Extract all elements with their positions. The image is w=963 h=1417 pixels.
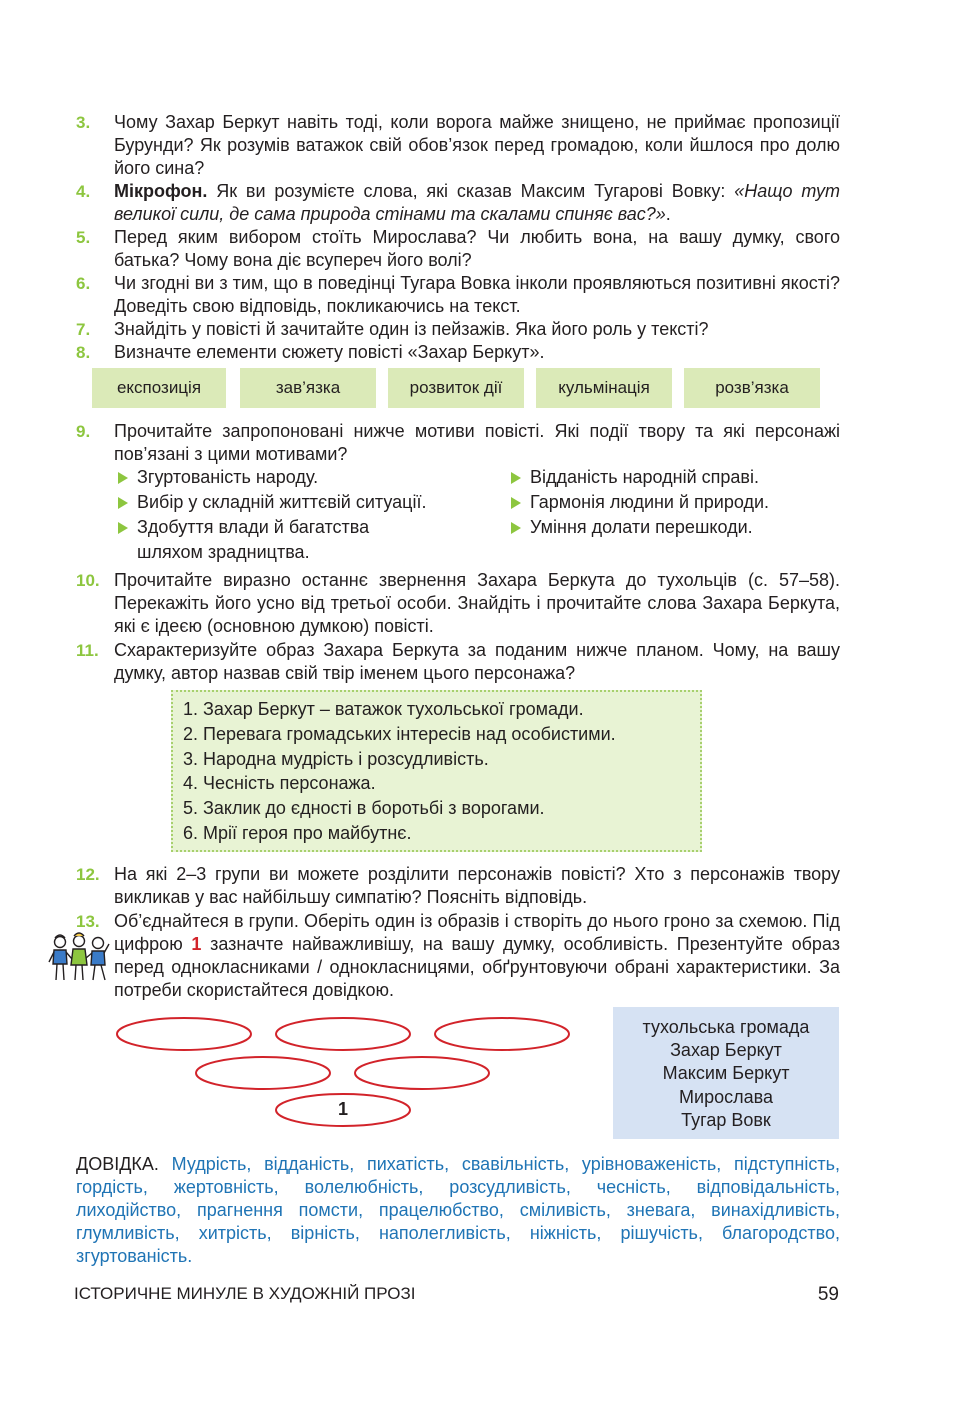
question-10	[76, 569, 840, 638]
question-number: 11.	[76, 641, 99, 660]
question-text-b: зазначте найважливішу, на вашу думку, особливість. Презентуйте образ перед однокласниками / однокласницями, обґрунтовуючи обрані характеристики. За потреби скористайтеся довідкою.	[114, 934, 840, 1000]
highlight-digit: 1	[191, 934, 202, 954]
motives-left	[115, 465, 495, 565]
question-7	[76, 318, 840, 341]
character-name: тухольська громада	[642, 1017, 810, 1037]
cluster-number: 1	[337, 1099, 348, 1119]
reference-block	[76, 1153, 840, 1268]
cluster-oval	[117, 1018, 251, 1050]
cluster-oval	[276, 1018, 410, 1050]
question-text: Схарактеризуйте образ Захара Беркута за поданим нижче планом. Чому, на вашу думку, автор назвав свій твір іменем цього персонажа?	[114, 640, 840, 683]
question-number: 9.	[76, 422, 91, 441]
motive-item: Уміння долати перешкоди.	[508, 515, 838, 540]
question-9	[76, 420, 840, 466]
motive-item: Вибір у складній життєвій ситуації.	[115, 490, 495, 515]
plan-item: 6. Мрії героя про майбутнє.	[183, 822, 412, 843]
question-number: 5.	[76, 228, 91, 247]
question-text: Перед яким вибором стоїть Мирослава? Чи любить вона, на вашу думку, свого батька? Чому вона діє всупереч його волі?	[114, 227, 840, 270]
cluster-oval	[355, 1057, 489, 1089]
question-11	[76, 639, 840, 685]
plot-tag: розвиток дії	[388, 368, 524, 408]
question-text: Чому Захар Беркут навіть тоді, коли ворога майже знищено, не приймає пропозиції Бурунди? Як розумів ватажок свій обов’язок перед громадою, коли йшлося про долю його сина?	[114, 112, 840, 178]
motives-right	[508, 465, 838, 540]
group-of-children-icon	[48, 932, 110, 984]
question-text	[114, 180, 840, 226]
plot-tag: експозиція	[92, 368, 226, 408]
question-6	[76, 272, 840, 318]
question-number: 8.	[76, 343, 91, 362]
plan-item: 2. Перевага громадських інтересів над особистими.	[183, 723, 616, 744]
microphone-label: Мікрофон.	[114, 181, 208, 201]
question-text: Прочитайте виразно останнє звернення Захара Беркута до тухольців (с. 57–58). Перекажіть його усно від третьої особи. Знайдіть і прочитайте слова Захара Беркута, які є ідеєю (основною думкою) повісті.	[114, 570, 840, 636]
reference-words: Мудрість, відданість, пихатість, свавільність, урівноваженість, підступність, гордість, жертовність, волелюбність, розсудливість, чесність, відповідальність, лиходійство, прагнення помсти, працелюбство, сміливість, зневага, винахідливість, глумливість, хитрість, вірність, наполегливість, ніжність, рішучість, благородство, згуртованість.	[76, 1154, 840, 1266]
question-3	[76, 111, 840, 180]
question-number: 3.	[76, 113, 91, 132]
plan-item: 5. Заклик до єдності в боротьбі з ворогами.	[183, 798, 545, 819]
cluster-oval	[196, 1057, 330, 1089]
motive-item: Здобуття влади й багатства шляхом зрадництва.	[115, 515, 427, 565]
question-text: Визначте елементи сюжету повісті «Захар Беркут».	[114, 342, 545, 362]
plan-item: 3. Народна мудрість і розсудливість.	[183, 748, 489, 769]
plan-item: 1. Захар Беркут – ватажок тухольської громади.	[183, 699, 584, 719]
question-number: 6.	[76, 274, 91, 293]
question-text: Прочитайте запропоновані нижче мотиви повісті. Які події твору та які персонажі пов’язані з цими мотивами?	[114, 421, 840, 464]
question-text: Знайдіть у повісті й зачитайте один із пейзажів. Яка його роль у тексті?	[114, 319, 709, 339]
page-number: 59	[817, 1284, 839, 1305]
reference-label: ДОВІДКА.	[76, 1154, 159, 1174]
question-text-end: .	[665, 204, 671, 224]
plan-item: 4. Чесність персонажа.	[183, 773, 376, 794]
motive-item: Гармонія людини й природи.	[508, 490, 838, 515]
plot-tag: розв’язка	[684, 368, 820, 408]
question-12	[76, 863, 840, 909]
question-text-a: Об’єднайтеся в групи. Оберіть один із образів і створіть до нього гроно за схемою. Під цифрою	[114, 911, 840, 954]
question-13	[76, 910, 840, 1002]
plot-tag: кульмінація	[536, 368, 672, 408]
cluster-oval	[435, 1018, 569, 1050]
question-number: 4.	[76, 182, 91, 201]
question-text	[114, 910, 840, 1002]
character-name: Мирослава	[679, 1086, 773, 1107]
question-number: 12.	[76, 865, 100, 884]
characterization-plan	[171, 690, 702, 852]
question-number: 10.	[76, 571, 100, 590]
motive-item: Відданість народній справі.	[508, 465, 838, 490]
character-name: Тугар Вовк	[681, 1109, 771, 1130]
plot-elements	[92, 368, 822, 408]
question-text: Чи згодні ви з тим, що в поведінці Тугара Вовка інколи проявляються позитивні якості? Доведіть свою відповідь, покликаючись на текст.	[114, 273, 840, 316]
character-name: Захар Беркут	[670, 1040, 782, 1061]
character-names-box	[613, 1007, 839, 1139]
section-title: ІСТОРИЧНЕ МИНУЛЕ В ХУДОЖНІЙ ПРОЗІ	[74, 1284, 416, 1303]
motive-item: Згуртованість народу.	[115, 465, 495, 490]
question-text: На які 2–3 групи ви можете розділити персонажів повісті? Хто з персонажів твору викликав у вас найбільшу симпатію? Поясніть відповідь.	[114, 864, 840, 907]
question-text-main: Як ви розумієте слова, які сказав Максим Тугарові Вовку:	[207, 181, 735, 201]
question-number: 7.	[76, 320, 91, 339]
question-8	[76, 341, 840, 364]
quote: «Нащо тут великої сили, де сама природа стінами та скалами спиняє вас?»	[114, 181, 840, 224]
question-5	[76, 226, 840, 272]
question-number: 13.	[76, 912, 100, 931]
character-name: Максим Беркут	[662, 1063, 790, 1084]
plot-tag: зав’язка	[240, 368, 376, 408]
question-4	[76, 180, 840, 226]
